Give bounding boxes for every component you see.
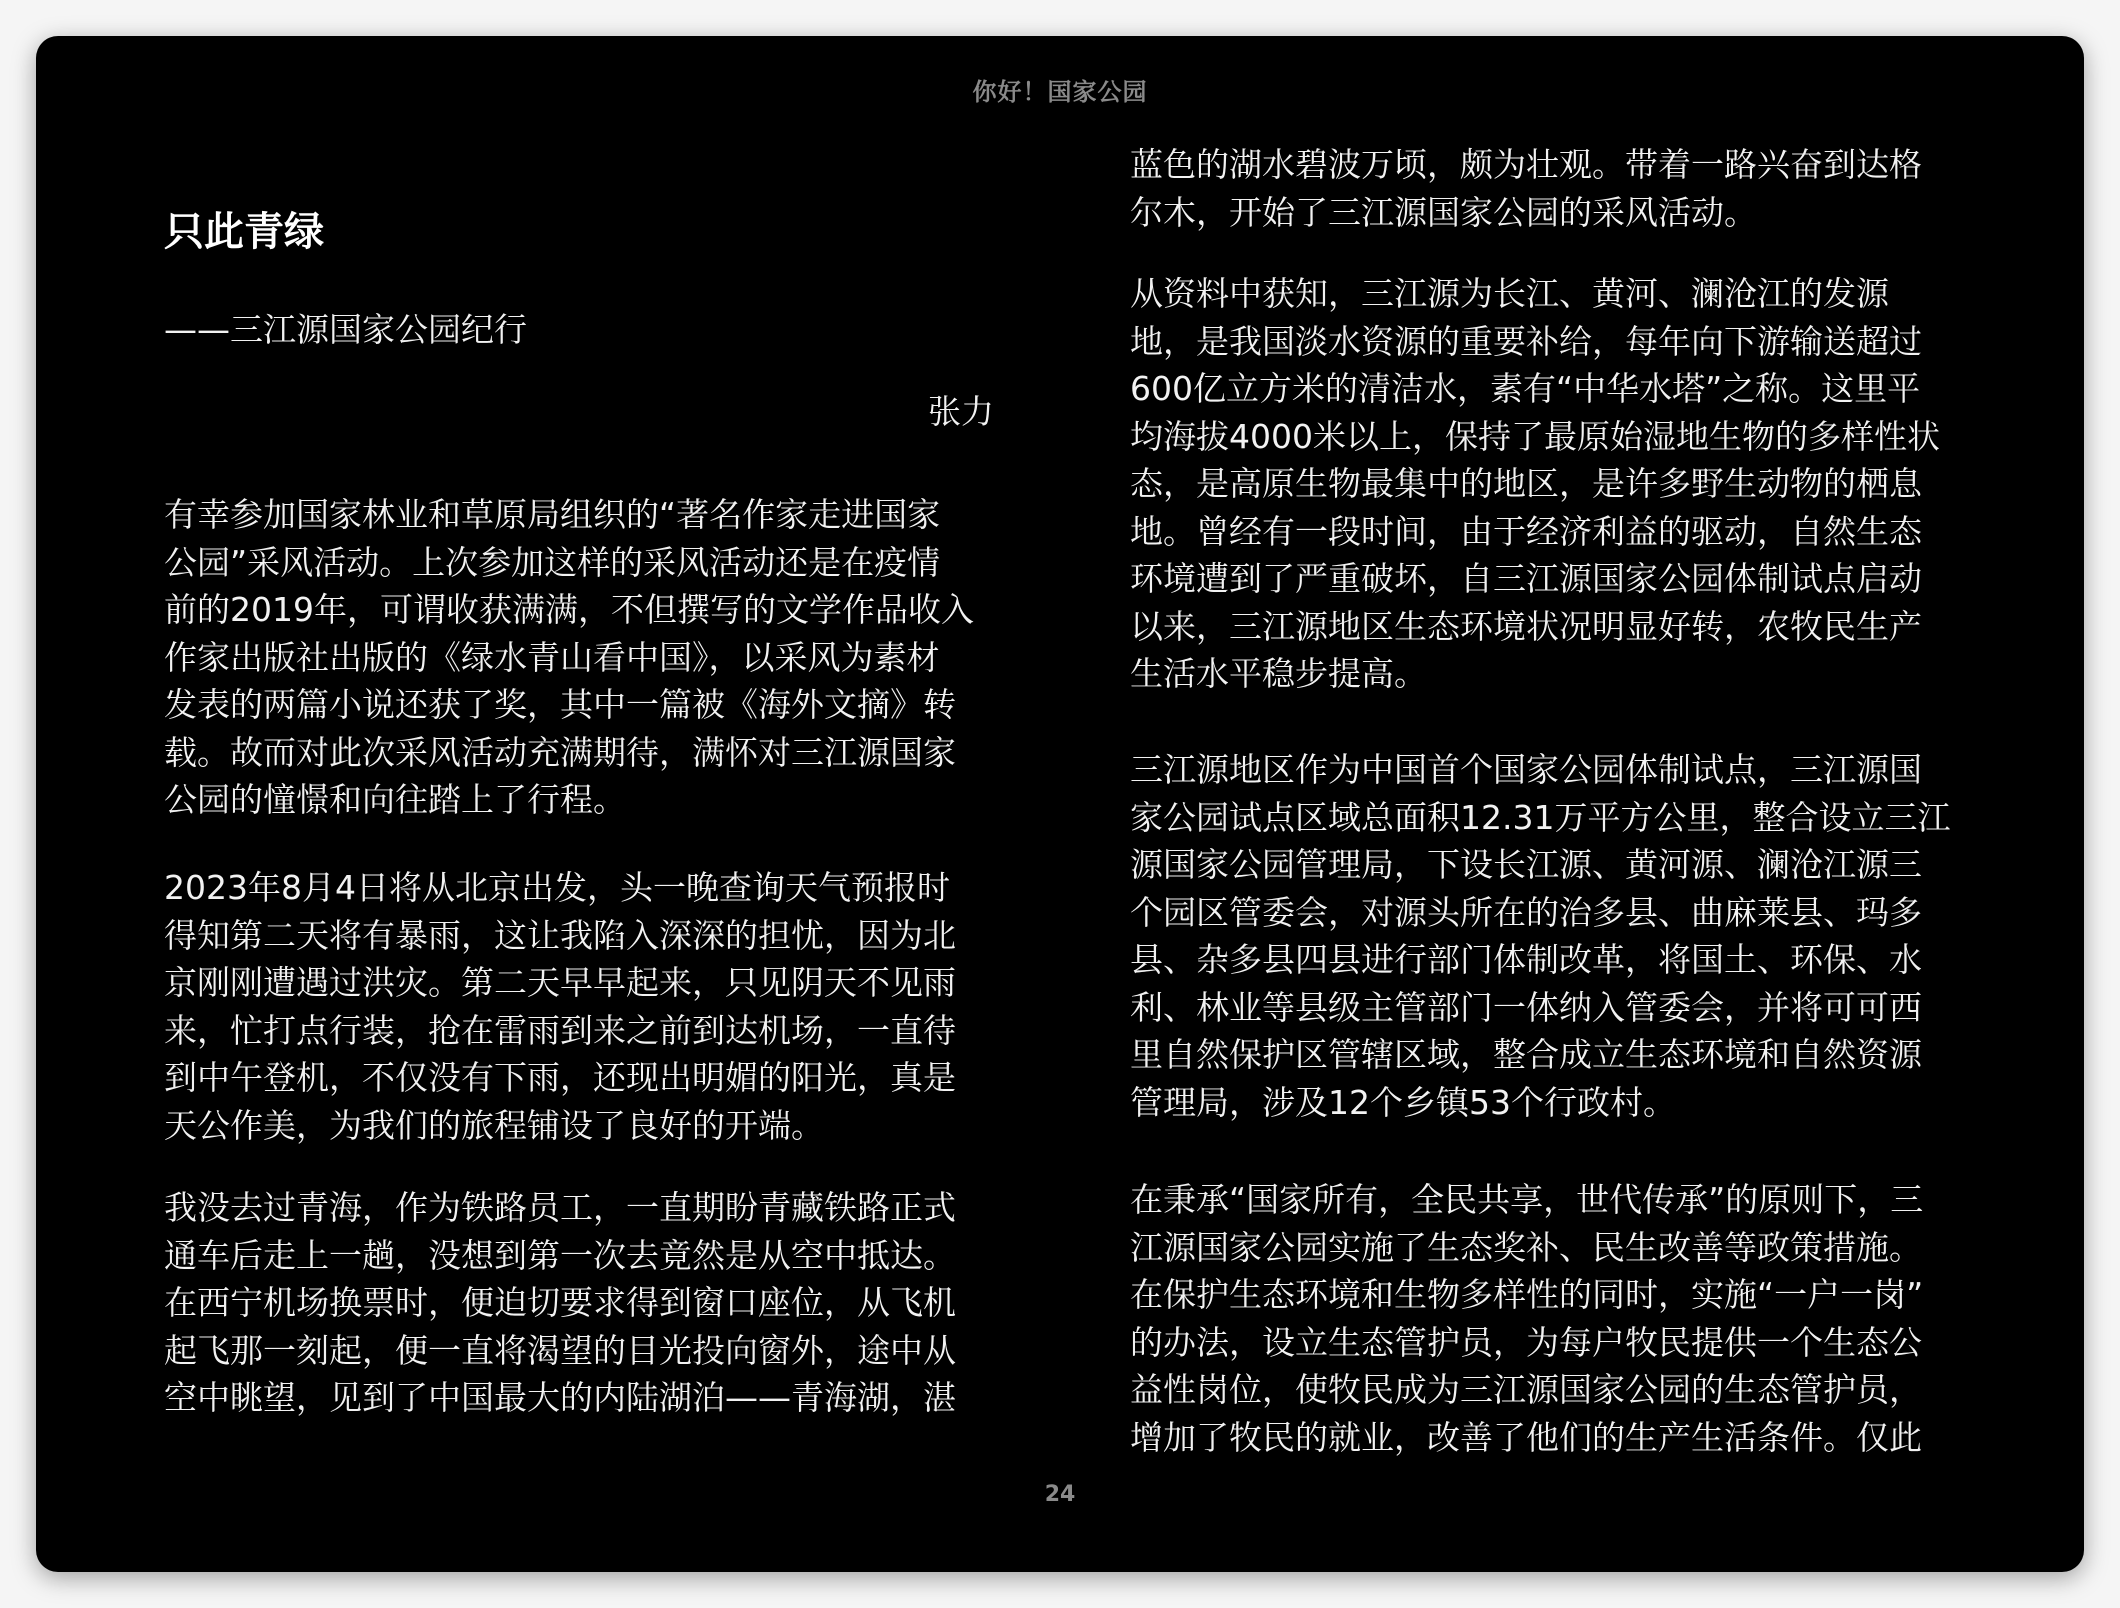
text-line: 2023年8月4日将从北京出发，头一晚查询天气预报时 <box>164 868 950 907</box>
text-line: 以来，三江源地区生态环境状况明显好转，农牧民生产 <box>1130 606 1922 646</box>
text-line: 蓝色的湖水碧波万顷，颇为壮观。带着一路兴奋到达格 <box>1130 145 1922 184</box>
text-line: 环境遭到了严重破坏，自三江源国家公园体制试点启动 <box>1130 559 1922 598</box>
text-line: 在保护生态环境和生物多样性的同时，实施“一户一岗” <box>1130 1275 1924 1314</box>
text-line: 尔木，开始了三江源国家公园的采风活动。 <box>1130 192 1757 232</box>
text-line: 公园”采风活动。上次参加这样的采风活动还是在疫情 <box>164 542 941 582</box>
paragraph-4 <box>1130 141 1922 236</box>
book-title: 你好！国家公园 <box>972 78 1148 106</box>
text-line: 家公园试点区域总面积12.31万平方公里，整合设立三江 <box>1130 797 1951 837</box>
text-line: 在西宁机场换票时，便迫切要求得到窗口座位，从飞机 <box>164 1283 956 1322</box>
text-line: 公园的憧憬和向往踏上了行程。 <box>164 780 626 819</box>
text-line: 县、杂多县四县进行部门体制改革，将国土、环保、水 <box>1130 940 1922 979</box>
text-line: 天公作美，为我们的旅程铺设了良好的开端。 <box>164 1105 824 1145</box>
text-line: 到中午登机，不仅没有下雨，还现出明媚的阳光，真是 <box>164 1058 956 1097</box>
text-line: 前的2019年，可谓收获满满，不但撰写的文学作品收入 <box>164 590 974 629</box>
paragraph-3 <box>164 1184 956 1422</box>
page-number: 24 <box>1044 1482 1076 1507</box>
text-line: 我没去过青海，作为铁路员工，一直期盼青藏铁路正式 <box>164 1188 956 1227</box>
text-line: 在秉承“国家所有，全民共享，世代传承”的原则下，三 <box>1130 1180 1924 1219</box>
text-line: 江源国家公园实施了生态奖补、民生改善等政策措施。 <box>1130 1227 1922 1267</box>
text-line: 600亿立方米的清洁水，素有“中华水塔”之称。这里平 <box>1130 369 1921 408</box>
paragraph-7 <box>1130 1176 1923 1461</box>
text-line: 管理局，涉及12个乡镇53个行政村。 <box>1130 1082 1676 1122</box>
chapter-subtitle: ——三江源国家公园纪行 <box>164 310 527 349</box>
text-line: 京刚刚遭遇过洪灾。第二天早早起来，只见阴天不见雨 <box>164 963 956 1002</box>
text-line: 利、林业等县级主管部门一体纳入管委会，并将可可西 <box>1130 987 1922 1027</box>
text-line: 有幸参加国家林业和草原局组织的“著名作家走进国家 <box>164 495 941 534</box>
text-line: 态，是高原生物最集中的地区，是许多野生动物的栖息 <box>1130 464 1922 503</box>
paragraph-5 <box>1130 270 1940 698</box>
paragraph-2 <box>164 864 956 1149</box>
text-line: 益性岗位，使牧民成为三江源国家公园的生态管护员， <box>1130 1370 1922 1409</box>
text-line: 来，忙打点行装，抢在雷雨到来之前到达机场，一直待 <box>164 1010 956 1050</box>
text-line: 增加了牧民的就业，改善了他们的生产生活条件。仅此 <box>1130 1417 1922 1457</box>
text-line: 载。故而对此次采风活动充满期待，满怀对三江源国家 <box>164 732 956 772</box>
text-line: 均海拔4000米以上，保持了最原始湿地生物的多样性状 <box>1130 416 1940 456</box>
paragraph-1 <box>164 491 974 824</box>
text-line: 源国家公园管理局，下设长江源、黄河源、澜沧江源三 <box>1130 845 1922 884</box>
text-line: 空中眺望，见到了中国最大的内陆湖泊——青海湖，湛 <box>164 1378 956 1417</box>
text-line: 得知第二天将有暴雨，这让我陷入深深的担忧，因为北 <box>164 915 956 955</box>
text-line: 里自然保护区管辖区域，整合成立生态环境和自然资源 <box>1130 1035 1922 1074</box>
text-line: 地。曾经有一段时间，由于经济利益的驱动，自然生态 <box>1130 511 1922 551</box>
text-line: 发表的两篇小说还获了奖，其中一篇被《海外文摘》转 <box>164 685 956 724</box>
text-line: 的办法，设立生态管护员，为每户牧民提供一个生态公 <box>1130 1322 1922 1362</box>
chapter-title: 只此青绿 <box>164 209 324 255</box>
text-line: 通车后走上一趟，没想到第一次去竟然是从空中抵达。 <box>164 1235 956 1275</box>
paragraph-6 <box>1130 746 1950 1126</box>
text-line: 个园区管委会，对源头所在的治多县、曲麻莱县、玛多 <box>1130 892 1922 932</box>
author-name: 张力 <box>928 392 994 431</box>
text-line: 起飞那一刻起，便一直将渴望的目光投向窗外，途中从 <box>164 1330 956 1370</box>
text-line: 三江源地区作为中国首个国家公园体制试点，三江源国 <box>1130 750 1922 789</box>
text-line: 地，是我国淡水资源的重要补给，每年向下游输送超过 <box>1130 321 1922 361</box>
reader-window <box>36 36 2084 1572</box>
text-line: 作家出版社出版的《绿水青山看中国》，以采风为素材 <box>164 637 940 677</box>
text-line: 生活水平稳步提高。 <box>1130 654 1427 693</box>
text-line: 从资料中获知，三江源为长江、黄河、澜沧江的发源 <box>1130 274 1889 313</box>
